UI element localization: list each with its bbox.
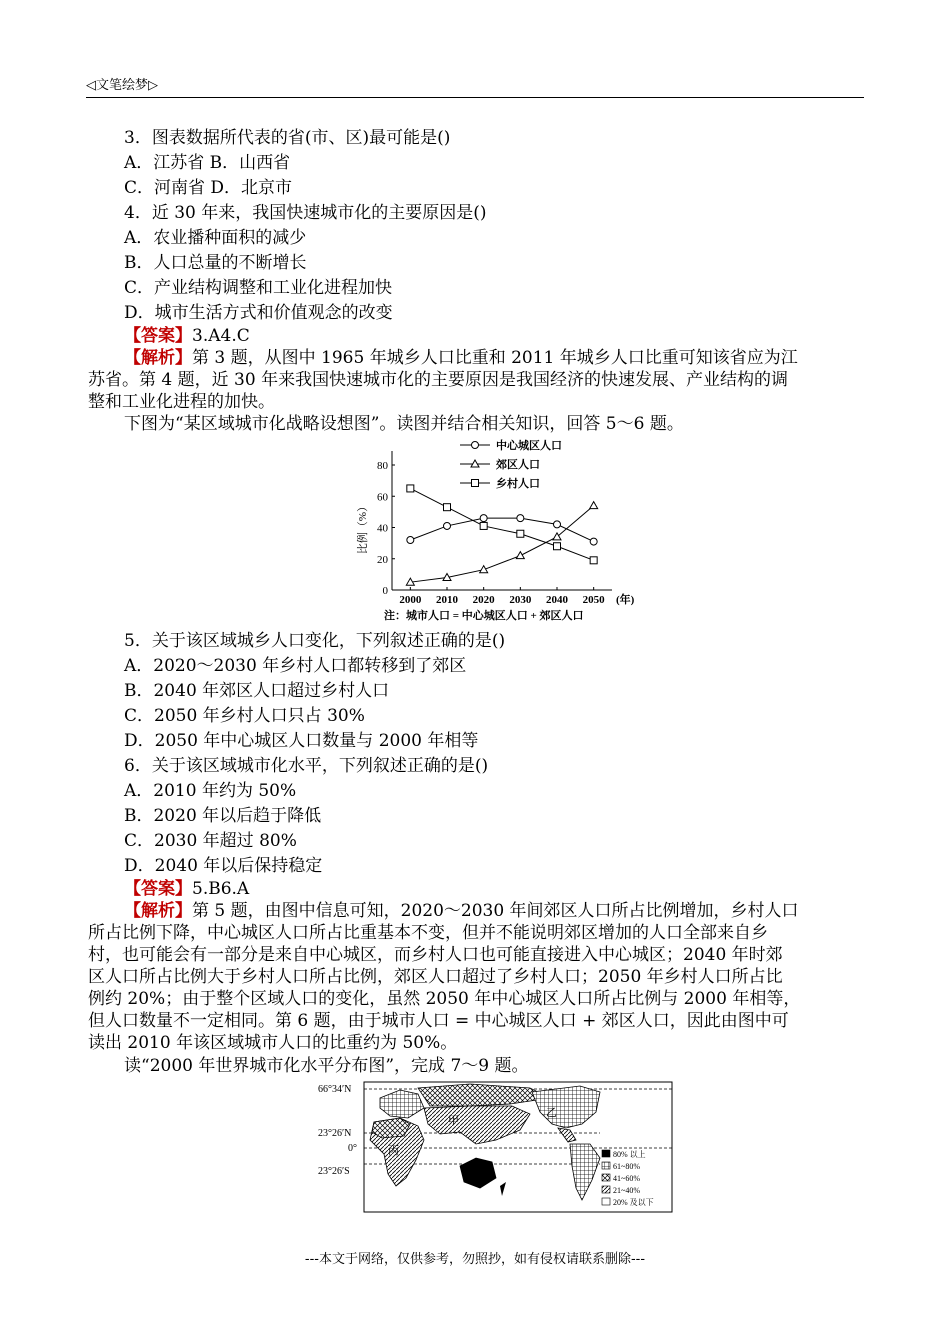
x-tick-label: 2050: [582, 594, 605, 606]
x-tick-label: 2020: [472, 594, 495, 606]
data-point-circle: [517, 515, 524, 522]
data-point-circle: [444, 522, 451, 529]
y-axis-label: 比例（%）: [357, 500, 369, 555]
explanation-tag: 【解析】: [124, 901, 192, 921]
q4-option-c: C．产业结构调整和工业化进程加快: [124, 278, 393, 298]
answer-tag: 【答案】: [124, 879, 192, 899]
x-tick-label: 2040: [546, 594, 568, 606]
explanation-tag: 【解析】: [124, 348, 192, 368]
data-point-square: [554, 543, 561, 550]
y-tick-label: 0: [382, 585, 388, 597]
data-point-square: [590, 557, 597, 564]
answer-2: [124, 878, 249, 900]
y-tick-label: 40: [377, 522, 388, 535]
data-point-circle: [590, 538, 597, 545]
city-strategy-chart: [350, 435, 640, 625]
chart-note: 注：城市人口 = 中心城区人口 + 郊区人口: [384, 610, 584, 622]
legend-label: 郊区人口: [496, 459, 540, 471]
region-label-bing: 丙: [388, 1145, 399, 1157]
explanation-text: 第 5 题，由图中信息可知，2020～2030 年间郊区人口所占比例增加，乡村人口: [192, 901, 799, 921]
x-tick-label: 2010: [436, 594, 458, 606]
q4-option-a: A．农业播种面积的减少: [124, 228, 307, 248]
answer-text: 3.A4.C: [192, 326, 250, 346]
explanation-2-line2: 所占比例下降，中心城区人口所占比重基本不变，但并不能说明郊区增加的人口全部来自乡: [88, 923, 768, 943]
answer-text: 5.B6.A: [192, 879, 250, 899]
q6-option-a: A．2010 年约为 50%: [124, 781, 297, 801]
data-point-square: [480, 522, 487, 529]
q5-option-b: B．2040 年郊区人口超过乡村人口: [124, 681, 390, 701]
data-point-triangle: [590, 502, 598, 509]
explanation-2-line7: 读出 2010 年该区域城市人口的比重约为 50%。: [88, 1033, 458, 1053]
data-point-square: [517, 530, 524, 537]
q5-option-d: D．2050 年中心城区人口数量与 2000 年相等: [124, 731, 479, 751]
q5-option-c: C．2050 年乡村人口只占 30%: [124, 706, 365, 726]
chart-legend: [460, 438, 562, 490]
answer-1: [124, 325, 250, 347]
q6-option-b: B．2020 年以后趋于降低: [124, 806, 322, 826]
q4-option-b: B．人口总量的不断增长: [124, 253, 307, 273]
page-footer: ---本文于网络，仅供参考，勿照抄，如有侵权请联系删除---: [304, 1252, 646, 1267]
intro-q7-9: 读“2000 年世界城市化水平分布图”，完成 7～9 题。: [124, 1056, 529, 1076]
legend-marker-circle: [472, 442, 479, 449]
legend-over-80: 80% 以上: [613, 1150, 646, 1159]
region-label-jia: 甲: [448, 1115, 459, 1127]
explanation-1-line2: 苏省。第 4 题，近 30 年来我国快速城市化的主要原因是我国经济的快速发展、产业结构的调: [88, 370, 789, 390]
explanation-2-line6: 但人口数量不一定相同。第 6 题，由于城市人口 = 中心城区人口 + 郊区人口，因此由图中可: [88, 1011, 789, 1031]
y-tick-label: 60: [377, 491, 388, 504]
world-urbanization-map: [300, 1078, 676, 1214]
q6-option-c: C．2030 年超过 80%: [124, 831, 297, 851]
header-logo: ◁文笔绘梦▷: [86, 78, 159, 93]
legend-61-80: 61~80%: [613, 1162, 640, 1171]
q4-option-d: D．城市生活方式和价值观念的改变: [124, 303, 393, 323]
header-title: 文笔绘梦: [96, 78, 149, 93]
intro-q5-6: 下图为“某区域城市化战略设想图”。读图并结合相关知识，回答 5～6 题。: [124, 414, 684, 434]
lat-label-equator: 0°: [348, 1143, 357, 1154]
answer-tag: 【答案】: [124, 326, 192, 346]
data-point-square: [444, 504, 451, 511]
explanation-1-line1: [124, 347, 798, 369]
explanation-2-line1: [124, 900, 799, 922]
q5-option-a: A．2020～2030 年乡村人口都转移到了郊区: [124, 656, 467, 676]
data-point-circle: [480, 515, 487, 522]
q5-stem: 5．关于该区域城乡人口变化，下列叙述正确的是(): [124, 631, 506, 651]
legend-marker-square: [472, 480, 479, 487]
explanation-text: 第 3 题，从图中 1965 年城乡人口比重和 2011 年城乡人口比重可知该省应为江: [192, 348, 798, 368]
data-point-circle: [554, 521, 561, 528]
data-point-circle: [407, 537, 414, 544]
q3-options-cd: C．河南省 D．北京市: [124, 178, 293, 198]
legend-label: 中心城区人口: [496, 440, 562, 452]
series-line-square: [410, 488, 593, 560]
legend-below-20: 20% 及以下: [613, 1198, 654, 1207]
q6-option-d: D．2040 年以后保持稳定: [124, 856, 323, 876]
x-axis-unit: (年): [616, 594, 635, 606]
series-line-triangle: [410, 506, 593, 583]
lat-label-arctic: 66°34′N: [318, 1084, 352, 1095]
q4-stem: 4．近 30 年来，我国快速城市化的主要原因是(): [124, 203, 487, 223]
lat-label-tropic-n: 23°26′N: [318, 1128, 352, 1139]
data-point-square: [407, 485, 414, 492]
legend-41-60: 41~60%: [613, 1174, 640, 1183]
lat-label-tropic-s: 23°26′S: [318, 1166, 350, 1177]
data-point-triangle: [480, 566, 488, 573]
y-tick-label: 80: [377, 460, 388, 472]
explanation-2-line4: 区人口所占比例大于乡村人口所占比例，郊区人口超过了乡村人口；2050 年乡村人口所占比: [88, 967, 783, 987]
header-divider: [86, 97, 864, 98]
y-tick-label: 20: [377, 553, 388, 566]
legend-label: 乡村人口: [496, 478, 540, 490]
explanation-1-line3: 整和工业化进程的加快。: [88, 392, 275, 412]
explanation-2-line3: 村，也可能会有一部分是来自中心城区，而乡村人口也可能直接进入中心城区；2040 年时郊: [88, 945, 783, 965]
x-tick-label: 2030: [509, 594, 532, 606]
explanation-2-line5: 例约 20%；由于整个区域人口的变化，虽然 2050 年中心城区人口所占比例与 2000 年相等，: [88, 989, 801, 1009]
region-label-yi: 乙: [546, 1107, 557, 1119]
q3-stem: 3．图表数据所代表的省(市、区)最可能是(): [124, 128, 451, 148]
legend-21-40: 21~40%: [613, 1186, 640, 1195]
data-point-triangle: [516, 552, 524, 559]
q6-stem: 6．关于该区域城市化水平，下列叙述正确的是(): [124, 756, 489, 776]
q3-options-ab: A．江苏省 B．山西省: [124, 153, 291, 173]
x-tick-label: 2000: [399, 594, 422, 606]
